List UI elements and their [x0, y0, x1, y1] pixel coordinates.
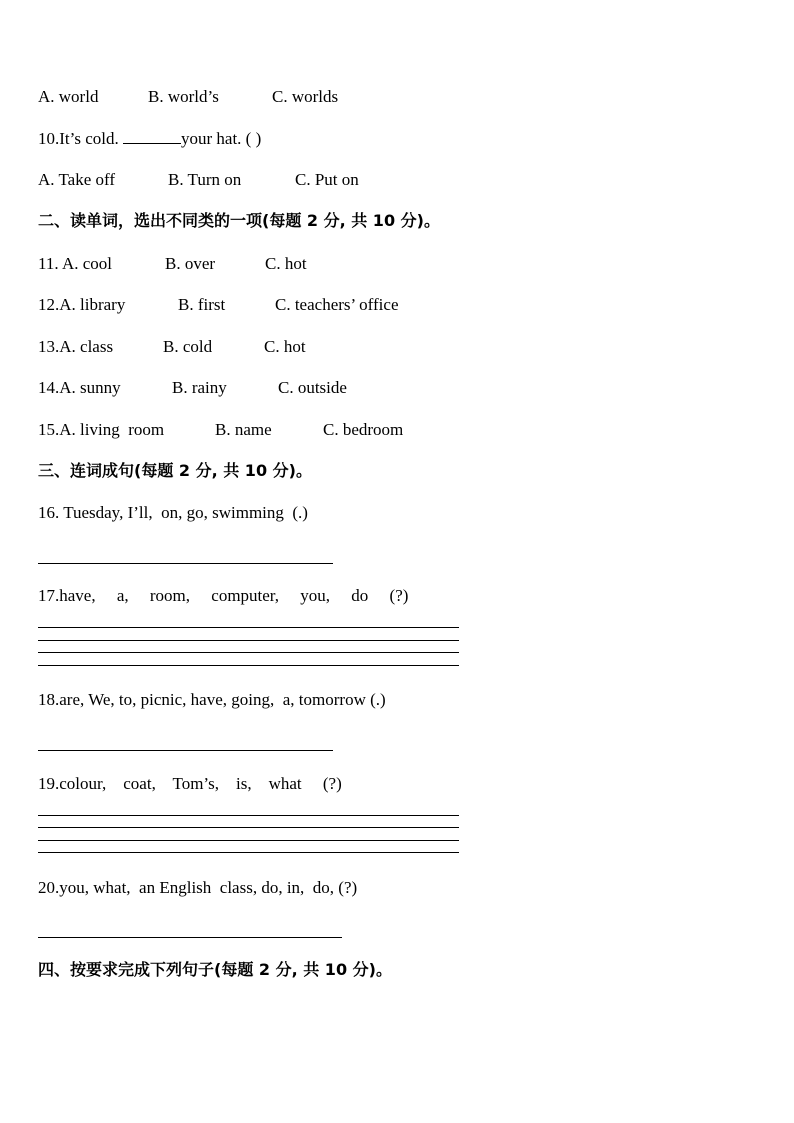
q17-answer-line-3[interactable]	[38, 652, 459, 653]
q14-option-c: C. outside	[278, 378, 347, 397]
section3-title: 三、连词成句(每题 2 分, 共 10 分)。	[38, 461, 312, 480]
q11-option-c: C. hot	[265, 254, 307, 273]
section4-title: 四、按要求完成下列句子(每题 2 分, 共 10 分)。	[38, 960, 392, 979]
q18-prompt: 18.are, We, to, picnic, have, going, a, tomorrow (.)	[38, 690, 386, 709]
q10-question	[38, 129, 261, 149]
q12-number: 12.	[38, 295, 60, 314]
q19-answer-line-2[interactable]	[38, 827, 459, 828]
q11-option-b: B. over	[165, 254, 216, 273]
q10-answer-blank[interactable]	[123, 129, 181, 144]
q11-number: 11.	[38, 254, 59, 273]
q15-option-b: B. name	[215, 420, 272, 439]
q19-answer-line-4[interactable]	[38, 852, 459, 853]
q10-prefix: 10.It’s cold.	[38, 129, 119, 148]
q19-answer-line-1[interactable]	[38, 815, 459, 816]
q15-option-c: C. bedroom	[323, 420, 404, 439]
q10-options-row	[38, 170, 359, 190]
q10-suffix: your hat. ( )	[181, 129, 262, 148]
q20-answer-line[interactable]	[38, 937, 342, 938]
q10-option-a: A. Take off	[38, 170, 116, 189]
q12-row	[38, 295, 399, 315]
q19-prompt: 19.colour, coat, Tom’s, is, what (?)	[38, 774, 342, 793]
q13-a: A. class	[59, 337, 114, 356]
q11-option-a	[38, 254, 165, 274]
q16-prompt: 16. Tuesday, I’ll, on, go, swimming (.)	[38, 503, 308, 522]
q14-number: 14.	[38, 378, 60, 397]
q17-answer-line-4[interactable]	[38, 665, 459, 666]
q16-answer-line[interactable]	[38, 563, 333, 564]
q13-number: 13.	[38, 337, 60, 356]
q11-row	[38, 254, 307, 274]
q15-row	[38, 420, 403, 440]
q12-option-b: B. first	[178, 295, 226, 314]
section2-title: 二、读单词，选出不同类的一项(每题 2 分, 共 10 分)。	[38, 211, 440, 230]
q9-options-row	[38, 87, 338, 107]
q12-a: A. library	[59, 295, 126, 314]
q13-option-a	[38, 337, 163, 357]
q10-option-c: C. Put on	[295, 170, 359, 189]
q14-option-a	[38, 378, 172, 398]
q17-answer-line-2[interactable]	[38, 640, 459, 641]
q14-a: A. sunny	[59, 378, 121, 397]
q17-answer-line-1[interactable]	[38, 627, 459, 628]
q13-row	[38, 337, 306, 357]
q13-option-b: B. cold	[163, 337, 213, 356]
q14-row	[38, 378, 347, 398]
q15-number: 15.	[38, 420, 60, 439]
q10-option-b: B. Turn on	[168, 170, 242, 189]
q9-option-b: B. world’s	[148, 87, 219, 106]
q19-answer-line-3[interactable]	[38, 840, 459, 841]
q9-option-c: C. worlds	[272, 87, 339, 106]
q14-option-b: B. rainy	[172, 378, 227, 397]
q15-option-a	[38, 420, 215, 440]
q13-option-c: C. hot	[264, 337, 306, 356]
q12-option-c: C. teachers’ office	[275, 295, 399, 314]
q12-option-a	[38, 295, 178, 315]
q9-option-a: A. world	[38, 87, 99, 106]
q18-answer-line[interactable]	[38, 750, 333, 751]
q17-prompt: 17.have, a, room, computer, you, do (?)	[38, 586, 409, 605]
q20-prompt: 20.you, what, an English class, do, in, do, (?)	[38, 878, 358, 897]
q11-a: A. cool	[61, 254, 112, 273]
q15-a: A. living room	[59, 420, 165, 439]
